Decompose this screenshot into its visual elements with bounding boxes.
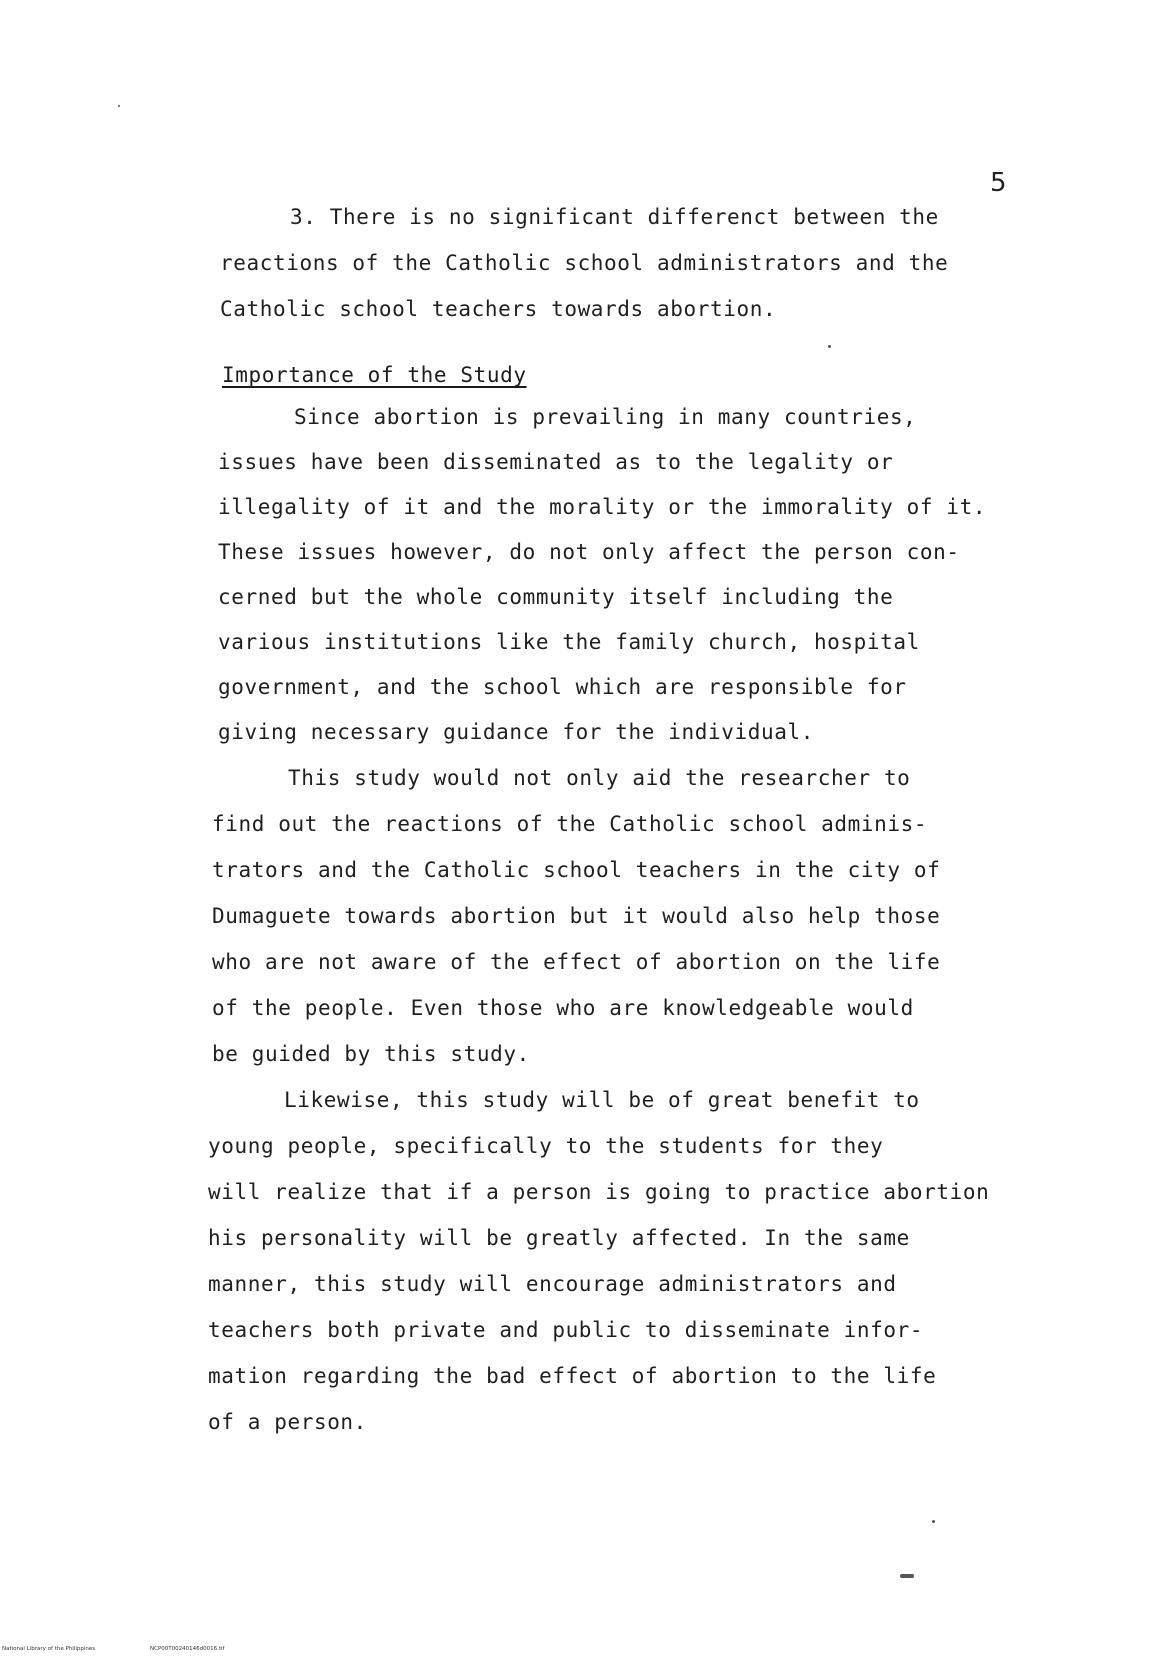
text-line: Likewise, this study will be of great benefit to xyxy=(284,1088,920,1112)
file-id-label: NCP00T00240146d0016.tif xyxy=(150,1646,225,1652)
text-line: Catholic school teachers towards abortion. xyxy=(220,297,777,321)
text-line: young people, specifically to the students for they xyxy=(208,1134,884,1158)
text-line: These issues however, do not only affect the person con- xyxy=(218,540,960,564)
text-line: Dumaguete towards abortion but it would also help those xyxy=(212,904,941,928)
text-line: issues have been disseminated as to the legality or xyxy=(218,450,894,474)
text-line: various institutions like the family church, hospital xyxy=(218,630,920,654)
text-line: trators and the Catholic school teachers in the city of xyxy=(212,858,941,882)
page-number: 5 xyxy=(990,168,1007,198)
scan-speck xyxy=(828,345,831,348)
text-line: illegality of it and the morality or the immorality of it. xyxy=(218,495,987,519)
text-line: cerned but the whole community itself including the xyxy=(218,585,894,609)
text-line: 3. There is no significant differenct between the xyxy=(290,205,939,229)
text-line: mation regarding the bad effect of abortion to the life xyxy=(208,1364,937,1388)
text-line: This study would not only aid the researcher to xyxy=(288,766,911,790)
text-line: Since abortion is prevailing in many countries, xyxy=(294,405,917,429)
text-line: will realize that if a person is going to practice abortion xyxy=(208,1180,990,1204)
text-line: teachers both private and public to disseminate infor- xyxy=(208,1318,924,1342)
text-line: giving necessary guidance for the individual. xyxy=(218,720,814,744)
text-line: his personality will be greatly affected. In the same xyxy=(208,1226,910,1250)
text-line: government, and the school which are responsible for xyxy=(218,675,907,699)
text-line: who are not aware of the effect of abortion on the life xyxy=(212,950,941,974)
text-line: of a person. xyxy=(208,1410,367,1434)
text-line: manner, this study will encourage administrators and xyxy=(208,1272,897,1296)
text-line: find out the reactions of the Catholic school adminis- xyxy=(212,812,928,836)
library-label: National Library of the Philippines xyxy=(2,1646,96,1652)
scan-speck xyxy=(932,1520,935,1523)
scan-speck xyxy=(118,105,120,107)
text-line: of the people. Even those who are knowledgeable would xyxy=(212,996,914,1020)
text-line: be guided by this study. xyxy=(212,1042,530,1066)
section-heading: Importance of the Study xyxy=(222,363,527,387)
scan-smudge xyxy=(900,1574,914,1578)
text-line: reactions of the Catholic school administrators and the xyxy=(220,251,949,275)
